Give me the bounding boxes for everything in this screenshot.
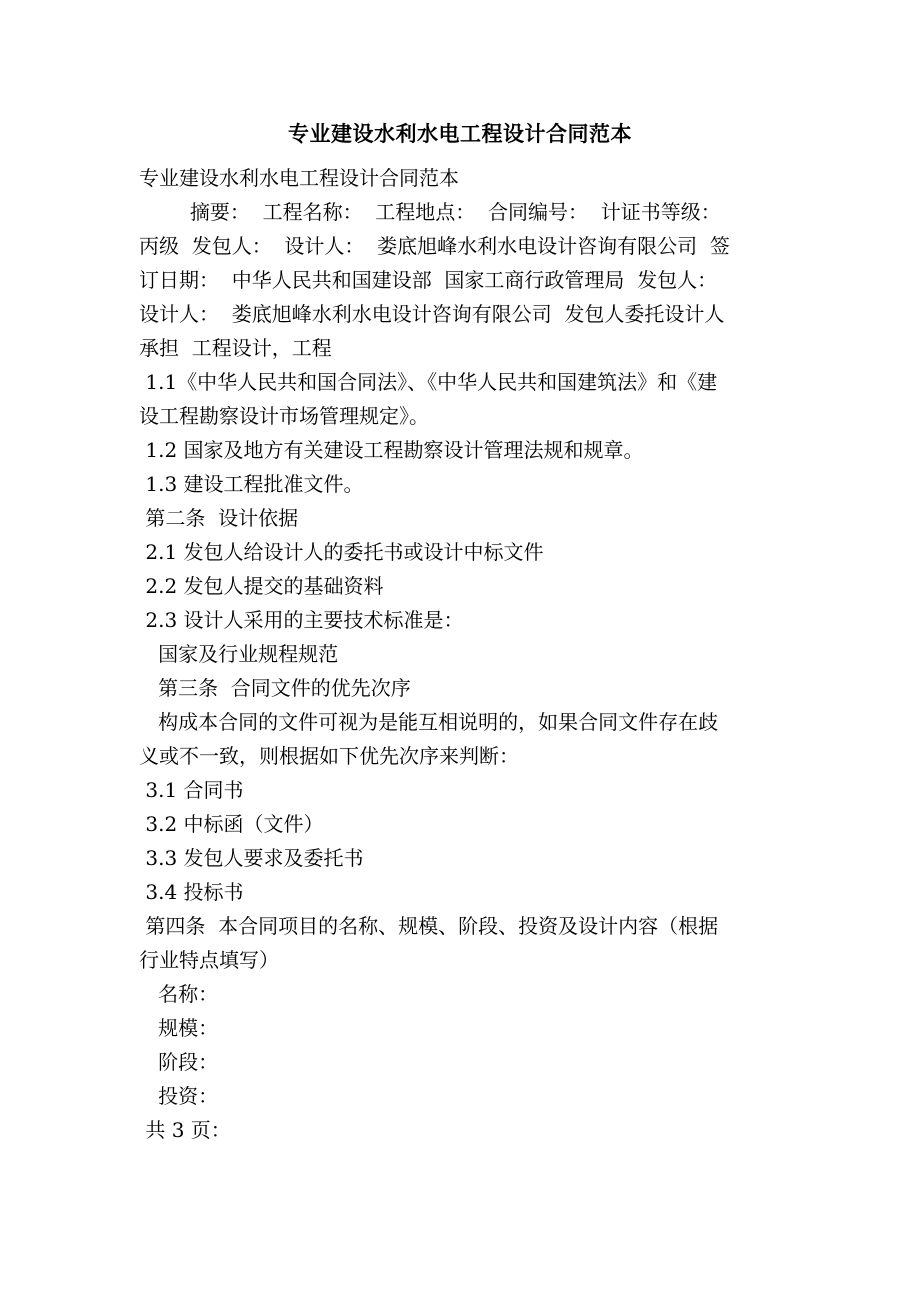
text-line: 2.1 发包人给设计人的委托书或设计中标文件 (139, 540, 544, 564)
text-line: 承担 工程设计，工程 (139, 336, 332, 360)
text-line: 第二条 设计依据 (139, 506, 299, 530)
text-line: 专业建设水利水电工程设计合同范本 (139, 166, 459, 190)
text-line: 3.2 中标函（文件） (139, 812, 324, 836)
text-line: 1.3 建设工程批准文件。 (139, 472, 364, 496)
text-line: 设工程勘察设计市场管理规定》。 (139, 404, 429, 428)
text-line: 1.2 国家及地方有关建设工程勘察设计管理法规和规章。 (139, 438, 644, 462)
text-line: 3.3 发包人要求及委托书 (139, 846, 364, 870)
text-line: 订日期： 中华人民共和国建设部 国家工商行政管理局 发包人： (139, 268, 718, 292)
text-line: 2.2 发包人提交的基础资料 (139, 574, 384, 598)
text-line: 共 3 页： (139, 1118, 231, 1142)
text-line: 投资： (139, 1084, 219, 1108)
text-line: 义或不一致，则根据如下优先次序来判断： (139, 744, 519, 768)
text-line: 规模： (139, 1016, 219, 1040)
text-line: 第四条 本合同项目的名称、规模、阶段、投资及设计内容（根据 (139, 914, 719, 938)
text-line: 1.1《中华人民共和国合同法》、《中华人民共和国建筑法》和《建 (139, 370, 718, 394)
text-line: 2.3 设计人采用的主要技术标准是： (139, 608, 464, 632)
text-line: 构成本合同的文件可视为是能互相说明的，如果合同文件存在歧 (139, 710, 719, 734)
text-line: 名称： (139, 982, 219, 1006)
document-body (139, 161, 771, 1147)
text-line: 设计人： 娄底旭峰水利水电设计咨询有限公司 发包人委托设计人 (139, 302, 725, 326)
text-line: 国家及行业规程规范 (139, 642, 339, 666)
text-line: 丙级 发包人： 设计人： 娄底旭峰水利水电设计咨询有限公司 签 (139, 234, 730, 258)
document-title: 专业建设水利水电工程设计合同范本 (288, 121, 632, 146)
text-line: 3.1 合同书 (139, 778, 244, 802)
text-line: 第三条 合同文件的优先次序 (139, 676, 411, 700)
text-line: 3.4 投标书 (139, 880, 244, 904)
text-line: 阶段： (139, 1050, 219, 1074)
text-line: 行业特点填写） (139, 948, 279, 972)
text-line: 摘要： 工程名称： 工程地点： 合同编号： 计证书等级： (139, 200, 721, 224)
